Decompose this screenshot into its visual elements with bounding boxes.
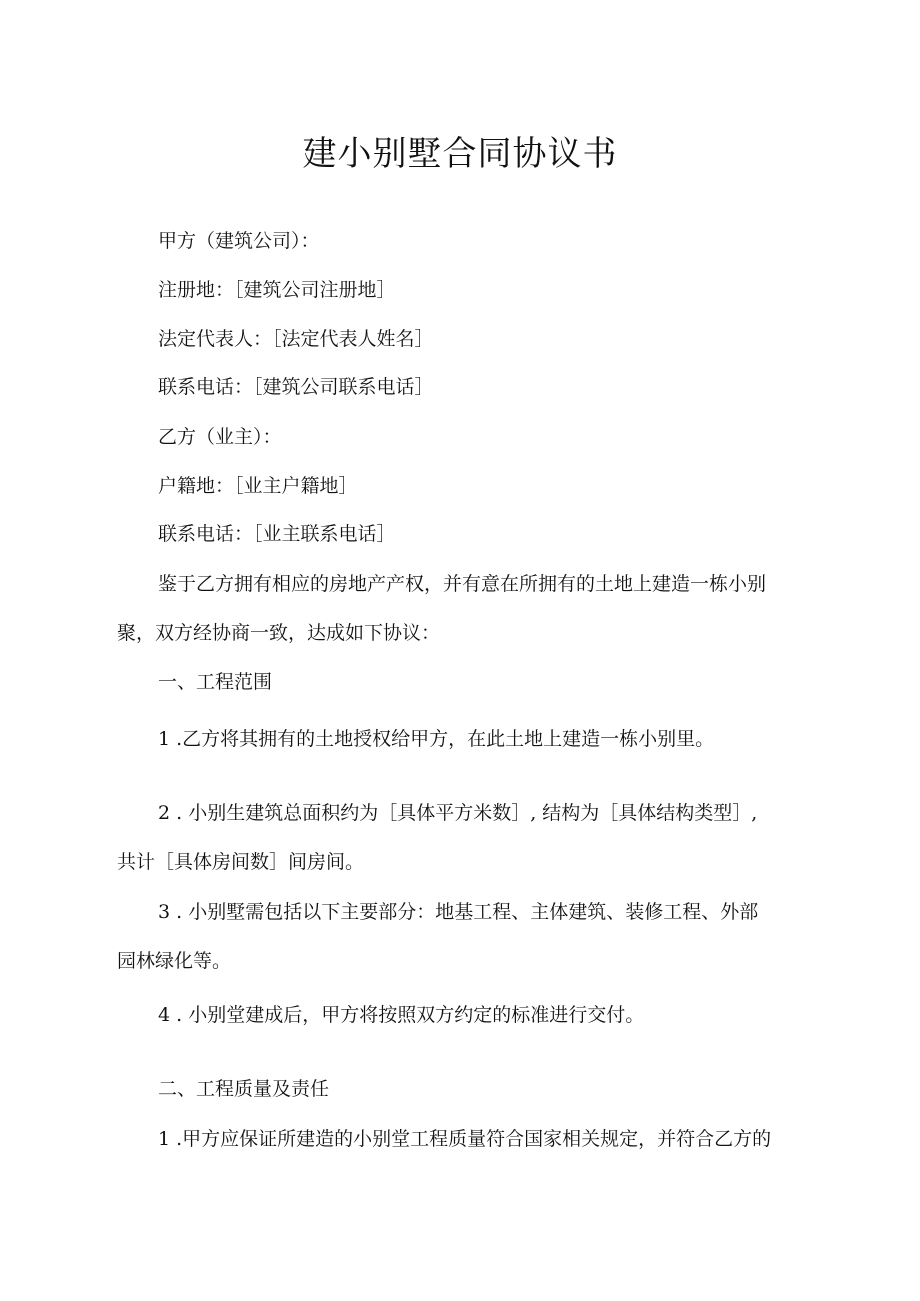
preamble-line-1: 鉴于乙方拥有相应的房地产产权，并有意在所拥有的土地上建造一栋小别 (158, 573, 767, 595)
preamble-line-2: 聚，双方经协商一致，达成如下协议： (117, 622, 441, 644)
section-1-item-2-line-1: 2 . 小别生建筑总面积约为［具体平方米数］, 结构为［具体结构类型］, (158, 802, 758, 824)
section-1-item-4: 4 . 小别堂建成后，甲方将按照双方约定的标准进行交付。 (158, 1004, 645, 1026)
section-2-item-1: 1 .甲方应保证所建造的小别堂工程质量符合国家相关规定，并符合乙方的 (158, 1128, 772, 1150)
section-1-item-2-line-2: 共计［具体房间数］间房间。 (117, 851, 365, 873)
party-a-address: 注册地：［建筑公司注册地］ (158, 279, 396, 301)
document-title: 建小别墅合同协议书 (302, 134, 618, 174)
party-b-address: 户籍地：［业主户籍地］ (158, 475, 358, 497)
party-b-label: 乙方（业主）： (158, 426, 282, 448)
section-1-heading: 一、工程范围 (158, 671, 273, 693)
party-a-phone: 联系电话：［建筑公司联系电话］ (158, 376, 434, 398)
section-1-item-3-line-2: 园林绿化等。 (117, 950, 232, 972)
party-a-label: 甲方（建筑公司）： (158, 230, 320, 252)
party-a-representative: 法定代表人：［法定代表人姓名］ (158, 328, 434, 350)
section-2-heading: 二、工程质量及责任 (158, 1078, 330, 1100)
section-1-item-1: 1 .乙方将其拥有的土地授权给甲方，在此土地上建造一栋小别里。 (158, 728, 715, 750)
section-1-item-3-line-1: 3 . 小别墅需包括以下主要部分：地基工程、主体建筑、装修工程、外部 (158, 901, 759, 923)
party-b-phone: 联系电话：［业主联系电话］ (158, 523, 396, 545)
